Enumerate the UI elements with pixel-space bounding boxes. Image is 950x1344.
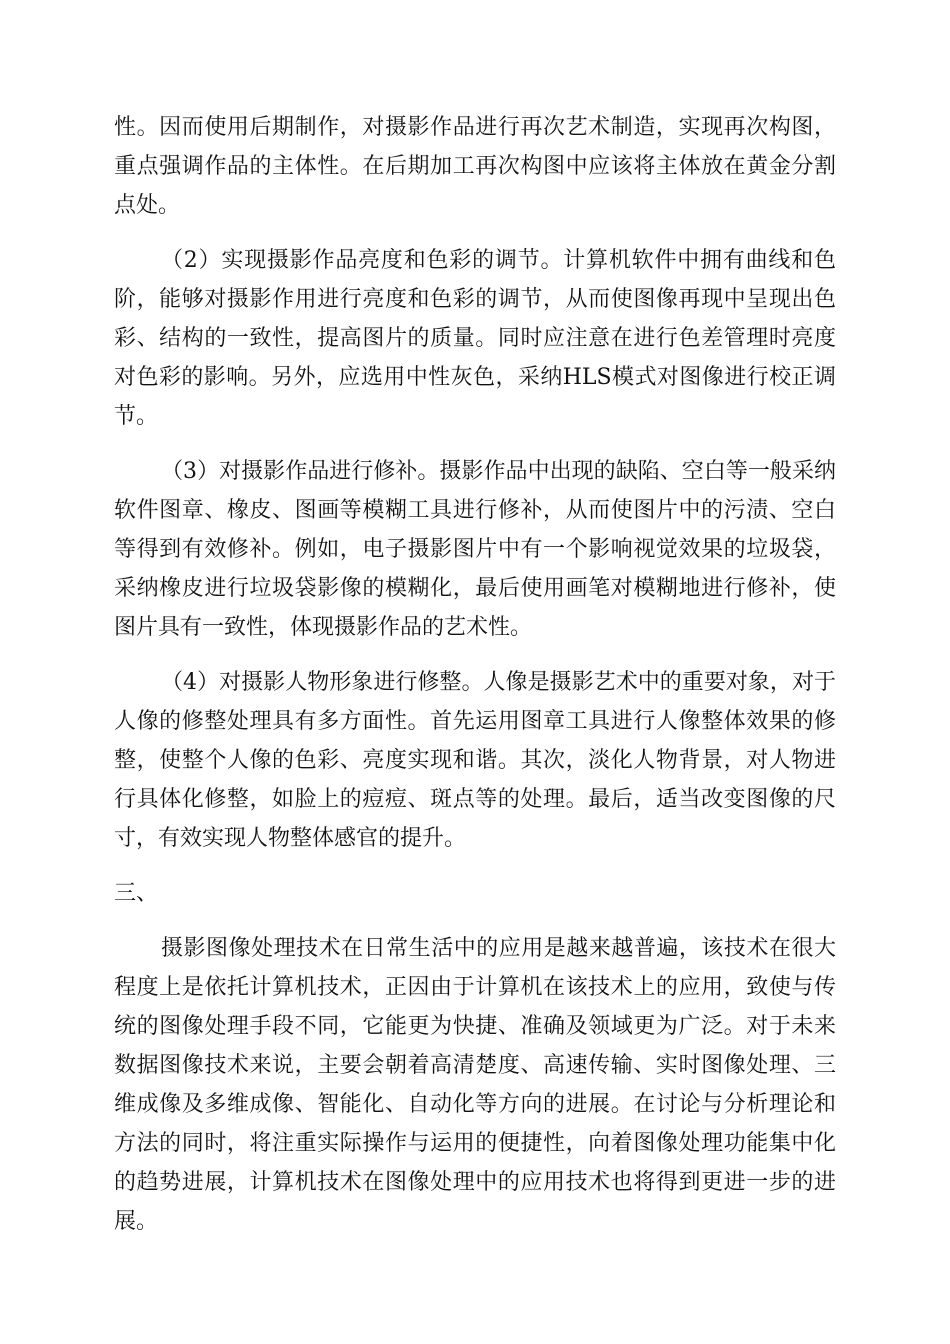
- paragraph-item-4: （4）对摄影人物形象进行修整。人像是摄影艺术中的重要对象，对于人像的修整处理具有多方面性。首先运用图章工具进行人像整体效果的修整，使整个人像的色彩、亮度实现和谐。其次，淡化人物背景，对人物进行具体化修整，如脸上的痘痘、斑点等的处理。最后，适当改变图像的尺寸，有效实现人物整体感官的提升。: [114, 670, 836, 851]
- document-body: [114, 108, 836, 1241]
- paragraph-item-2: （2）实现摄影作品亮度和色彩的调节。计算机软件中拥有曲线和色阶，能够对摄影作用进行亮度和色彩的调节，从而使图像再现中呈现出色彩、结构的一致性，提高图片的质量。同时应注意在进行色差管理时亮度对色彩的影响。另外，应选用中性灰色，采纳HLS模式对图像进行校正调节。: [114, 248, 836, 429]
- section-heading: 三、: [114, 881, 159, 906]
- paragraph-item-3: （3）对摄影作品进行修补。摄影作品中出现的缺陷、空白等一般采纳软件图章、橡皮、图画等模糊工具进行修补，从而使图片中的污渍、空白等得到有效修补。例如，电子摄影图片中有一个影响视觉效果的垃圾袋，采纳橡皮进行垃圾袋影像的模糊化，最后使用画笔对模糊地进行修补，使图片具有一致性，体现摄影作品的艺术性。: [114, 459, 836, 640]
- closing-paragraph: 摄影图像处理技术在日常生活中的应用是越来越普遍，该技术在很大程度上是依托计算机技术，正因由于计算机在该技术上的应用，致使与传统的图像处理手段不同，它能更为快捷、准确及领域更为广泛。对于未来数据图像技术来说，主要会朝着高清楚度、高速传输、实时图像处理、三维成像及多维成像、智能化、自动化等方向的进展。在讨论与分析理论和方法的同时，将注重实际操作与运用的便捷性，向着图像处理功能集中化的趋势进展，计算机技术在图像处理中的应用技术也将得到更进一步的进展。: [114, 936, 836, 1234]
- paragraph-continuation: 性。因而使用后期制作，对摄影作品进行再次艺术制造，实现再次构图，重点强调作品的主体性。在后期加工再次构图中应该将主体放在黄金分割点处。: [114, 115, 836, 218]
